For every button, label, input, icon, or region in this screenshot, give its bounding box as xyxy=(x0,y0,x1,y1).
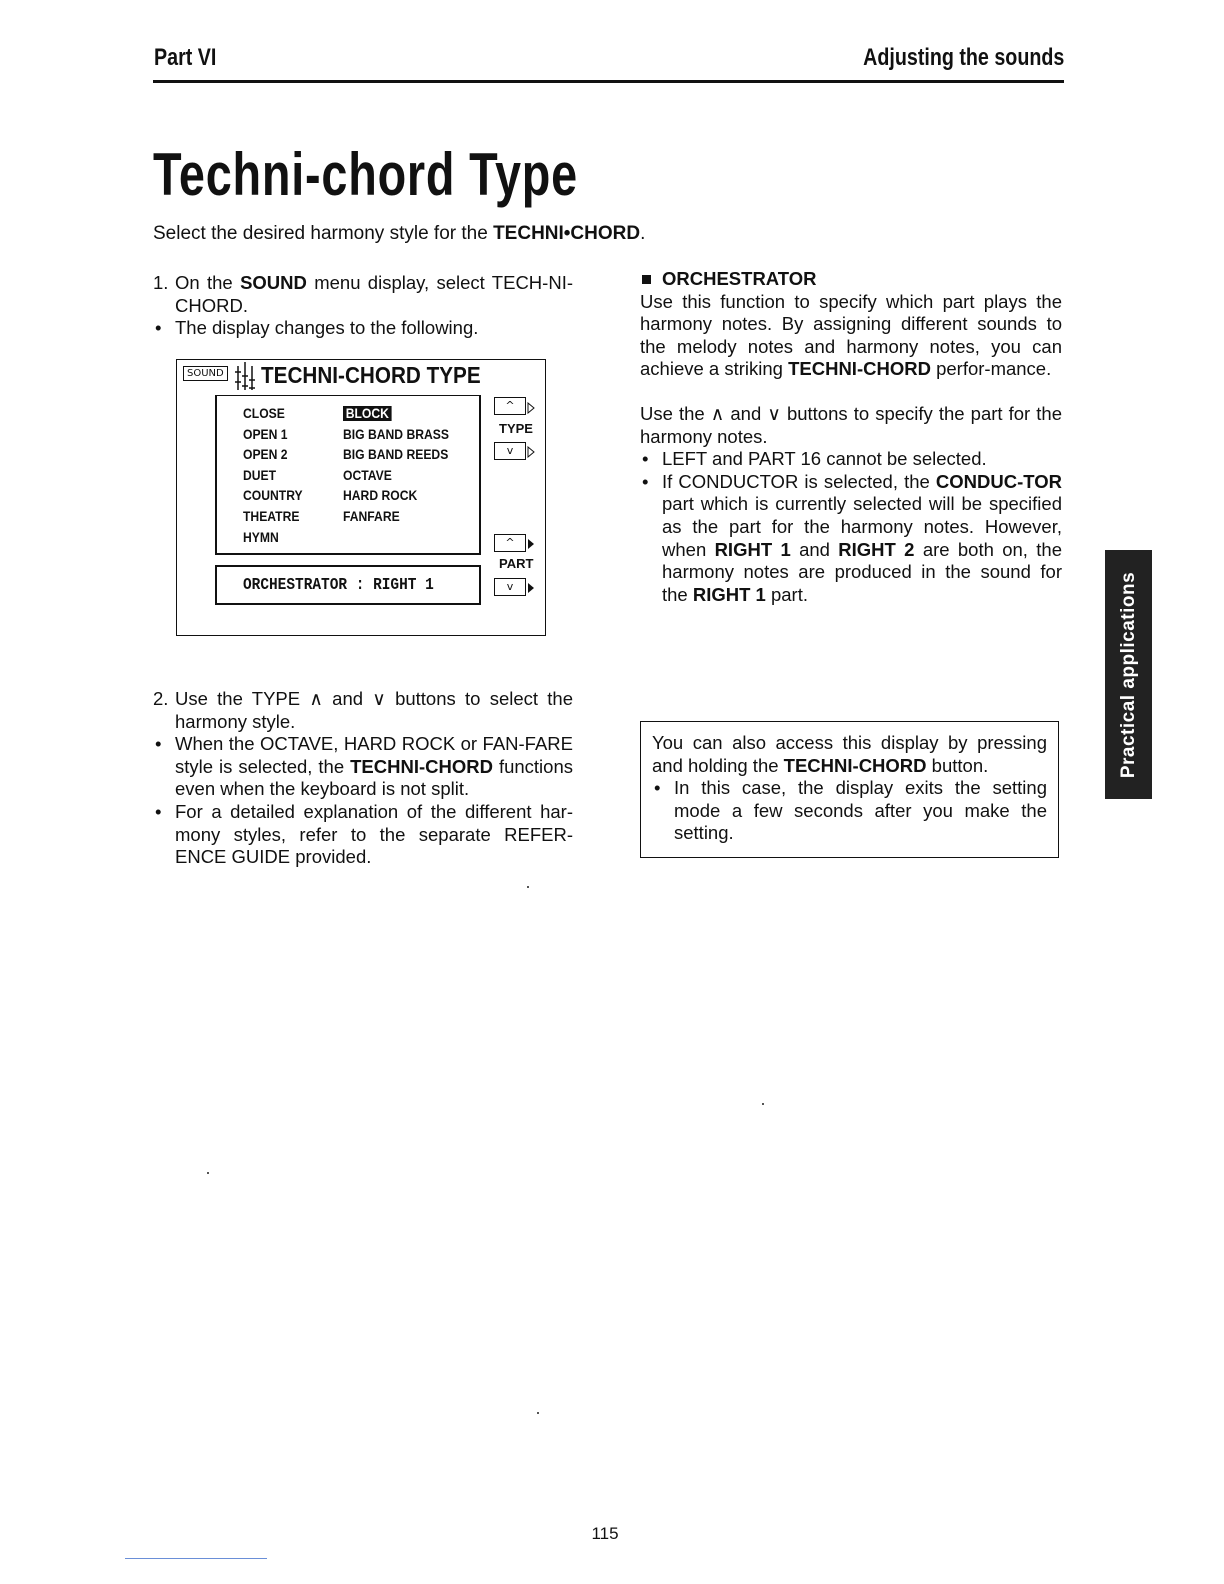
step-2: 2. Use the TYPE ∧ and ∨ buttons to select the harmony style. • When the OCTAVE, HARD ROCK or FAN-FARE style is selected, the TECHNI-CHORD functions even when the keyboard is not split. • For a detailed explanation of the different har-mony styles, refer to the separate REFER-ENCE GUIDE provided. xyxy=(153,688,573,869)
part-label: PART xyxy=(499,556,534,571)
type-up-arrow-icon xyxy=(527,402,533,412)
style-duet[interactable]: DUET xyxy=(243,467,277,483)
step-1: 1. On the SOUND menu display, select TECH-NI-CHORD. • The display changes to the following. xyxy=(153,272,573,340)
orchestrator-bullet-1: • LEFT and PART 16 cannot be selected. xyxy=(640,448,1062,471)
note-text: You can also access this display by pressing and holding the TECHNI-CHORD button. xyxy=(652,732,1047,776)
scan-speck xyxy=(207,1172,209,1174)
note-bullet: • In this case, the display exits the setting mode a few seconds after you make the setting. xyxy=(652,777,1047,845)
style-hymn[interactable]: HYMN xyxy=(243,529,279,545)
orchestrator-heading: ORCHESTRATOR xyxy=(640,268,1062,291)
step-2-bullet-1: • When the OCTAVE, HARD ROCK or FAN-FARE style is selected, the TECHNI-CHORD functions even when the keyboard is not split. xyxy=(153,733,573,801)
page-number: 115 xyxy=(591,1524,619,1543)
square-bullet-icon xyxy=(642,275,651,284)
orchestrator-bullet-2: • If CONDUCTOR is selected, the CONDUC-TOR part which is currently selected will be specified as the part for the harmony notes. However, when RIGHT 1 and RIGHT 2 are both on, the harmony notes are produced in the sound for the RIGHT 1 part. xyxy=(640,471,1062,607)
techni-chord-icon xyxy=(233,360,259,392)
note-box xyxy=(640,721,1059,858)
style-block-selected[interactable]: BLOCK xyxy=(343,406,392,421)
step-number: 2. xyxy=(153,688,169,709)
style-octave[interactable]: OCTAVE xyxy=(343,467,392,483)
header-part: Part VI xyxy=(154,44,217,71)
header-divider xyxy=(153,80,1064,83)
part-down-arrow-icon xyxy=(527,581,535,599)
type-down-arrow-icon xyxy=(527,445,535,463)
orchestrator-value: ORCHESTRATOR : RIGHT 1 xyxy=(243,576,434,595)
style-fanfare[interactable]: FANFARE xyxy=(343,508,400,524)
orchestrator-box xyxy=(215,565,481,605)
page-title: Techni-chord Type xyxy=(153,141,578,208)
lcd-display xyxy=(176,359,546,636)
harmony-style-list xyxy=(215,395,481,555)
style-big-band-reeds[interactable]: BIG BAND REEDS xyxy=(343,447,449,463)
orchestrator-paragraph-1: Use this function to specify which part plays the harmony notes. By assigning different sounds to the melody notes and harmony notes, you can achieve a striking TECHNI-CHORD perfor-mance. xyxy=(640,290,1062,380)
style-country[interactable]: COUNTRY xyxy=(243,488,303,504)
intro-text: Select the desired harmony style for the TECHNI•CHORD. xyxy=(153,223,646,244)
part-up-button[interactable]: ^ xyxy=(494,534,526,552)
type-label: TYPE xyxy=(499,421,533,436)
sound-badge: SOUND xyxy=(183,366,228,381)
style-open-1[interactable]: OPEN 1 xyxy=(243,426,288,442)
style-hard-rock[interactable]: HARD ROCK xyxy=(343,488,418,504)
step-1-bullet: • The display changes to the following. xyxy=(153,317,573,340)
style-open-2[interactable]: OPEN 2 xyxy=(243,447,288,463)
step-2-bullet-2: • For a detailed explanation of the different har-mony styles, refer to the separate REFER-ENCE GUIDE provided. xyxy=(153,801,573,869)
lcd-title: TECHNI-CHORD TYPE xyxy=(261,362,481,388)
scan-speck xyxy=(527,886,529,888)
orchestrator-paragraph-2: Use the ∧ and ∨ buttons to specify the part for the harmony notes. xyxy=(640,402,1062,447)
style-big-band-brass[interactable]: BIG BAND BRASS xyxy=(343,426,449,442)
step-number: 1. xyxy=(153,272,169,293)
style-close[interactable]: CLOSE xyxy=(243,406,285,421)
scan-speck xyxy=(762,1103,764,1105)
scan-speck xyxy=(537,1412,539,1414)
chapter-side-tab xyxy=(1105,550,1152,799)
part-up-arrow-icon xyxy=(527,537,535,555)
chapter-side-tab-label: Practical applications xyxy=(1117,571,1139,778)
header-section: Adjusting the sounds xyxy=(862,44,1064,71)
type-up-button[interactable]: ^ xyxy=(494,397,526,415)
orchestrator-section xyxy=(640,268,1062,606)
footer-rule xyxy=(125,1558,267,1559)
type-down-button[interactable]: v xyxy=(494,442,526,460)
style-theatre[interactable]: THEATRE xyxy=(243,508,300,524)
part-down-button[interactable]: v xyxy=(494,578,526,596)
